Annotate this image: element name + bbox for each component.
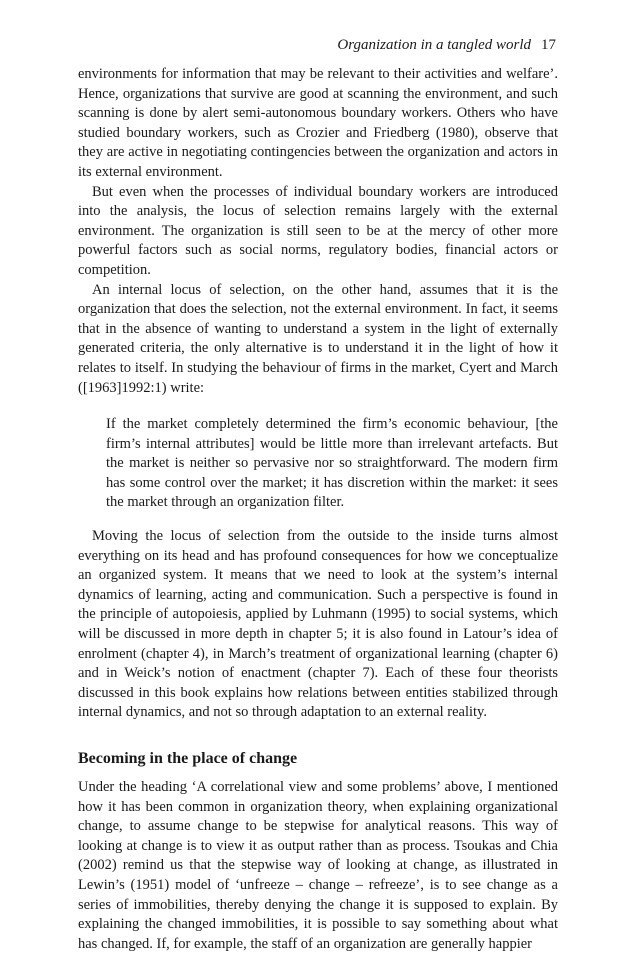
paragraph-locus-external: But even when the processes of individual boundary workers are introduced into the analysis, the locus of selection remains largely with the external environment. The organization is still seen to be at the mercy of other more powerful factors such as social norms, regulatory bodies, financial actors or competition. — [78, 183, 558, 278]
section-heading: Becoming in the place of change — [78, 750, 298, 767]
paragraph-continued: environments for information that may be relevant to their activities and welfare’. Hence, organizations that survive are good at scanning the environment, and such scanning is done by alert semi-autonomous boundary workers. Others who have studied boundary workers, such as Crozier and Friedberg (1980), observe that they are active in negotiating contingencies between the organization and actors in its external environment. — [78, 66, 558, 180]
page-number: 17 — [541, 37, 556, 53]
paragraph-becoming: Under the heading ‘A correlational view and some problems’ above, I mentioned how it has been common in organization theory, when explaining organizational change, to assume change to be stepwise for analytical reasons. This way of looking at change is to view it as output rather than as process. Tsoukas and Chia (2002) remind us that the stepwise way of looking at change, as illustrated in Lewin’s (1951) model of ‘unfreeze – change – refreeze’, is to see change as a series of immobilities, thereby denying the change it is supposed to explain. By explaining the changed immobilities, it is possible to say something about what has changed. If, for example, the staff of an organization are generally happier — [78, 779, 558, 952]
paragraph-moving-locus: Moving the locus of selection from the outside to the inside turns almost everything on its head and has profound consequences for how we conceptualize an organized system. It means that we need to look at the system’s internal dynamics of learning, acting and communication. Such a perspective is found in the principle of autopoiesis, applied by Luhmann (1995) to social systems, which will be discussed in more depth in chapter 5; it is also found in Latour’s idea of enrolment (chapter 4), in March’s treatment of organizational learning (chapter 6) and in Weick’s notion of enactment (chapter 7). Each of these four theorists discussed in this book explains how relations between entities stabilized through internal dynamics, and not so through adaptation to an external reality. — [78, 528, 558, 721]
running-header — [337, 36, 556, 54]
paragraph-locus-internal: An internal locus of selection, on the other hand, assumes that it is the organization that does the selection, not the external environment. In fact, it seems that in the absence of wanting to understand a system in the light of externally generated criteria, the only alternative is to understand it in the light of how it relates to itself. In studying the behaviour of firms in the market, Cyert and March ([1963]1992:1) write: — [78, 281, 558, 396]
page-body — [78, 65, 558, 954]
running-header-title: Organization in a tangled world — [337, 37, 531, 53]
block-quote-cyert-march: If the market completely determined the firm’s economic behaviour, [the firm’s internal attributes] would be little more than irrelevant artefacts. But the market is neither so pervasive nor so straightforward. The modern firm has some control over the market; it has discretion within the market: it sees the market through an organization filter. — [106, 416, 558, 511]
